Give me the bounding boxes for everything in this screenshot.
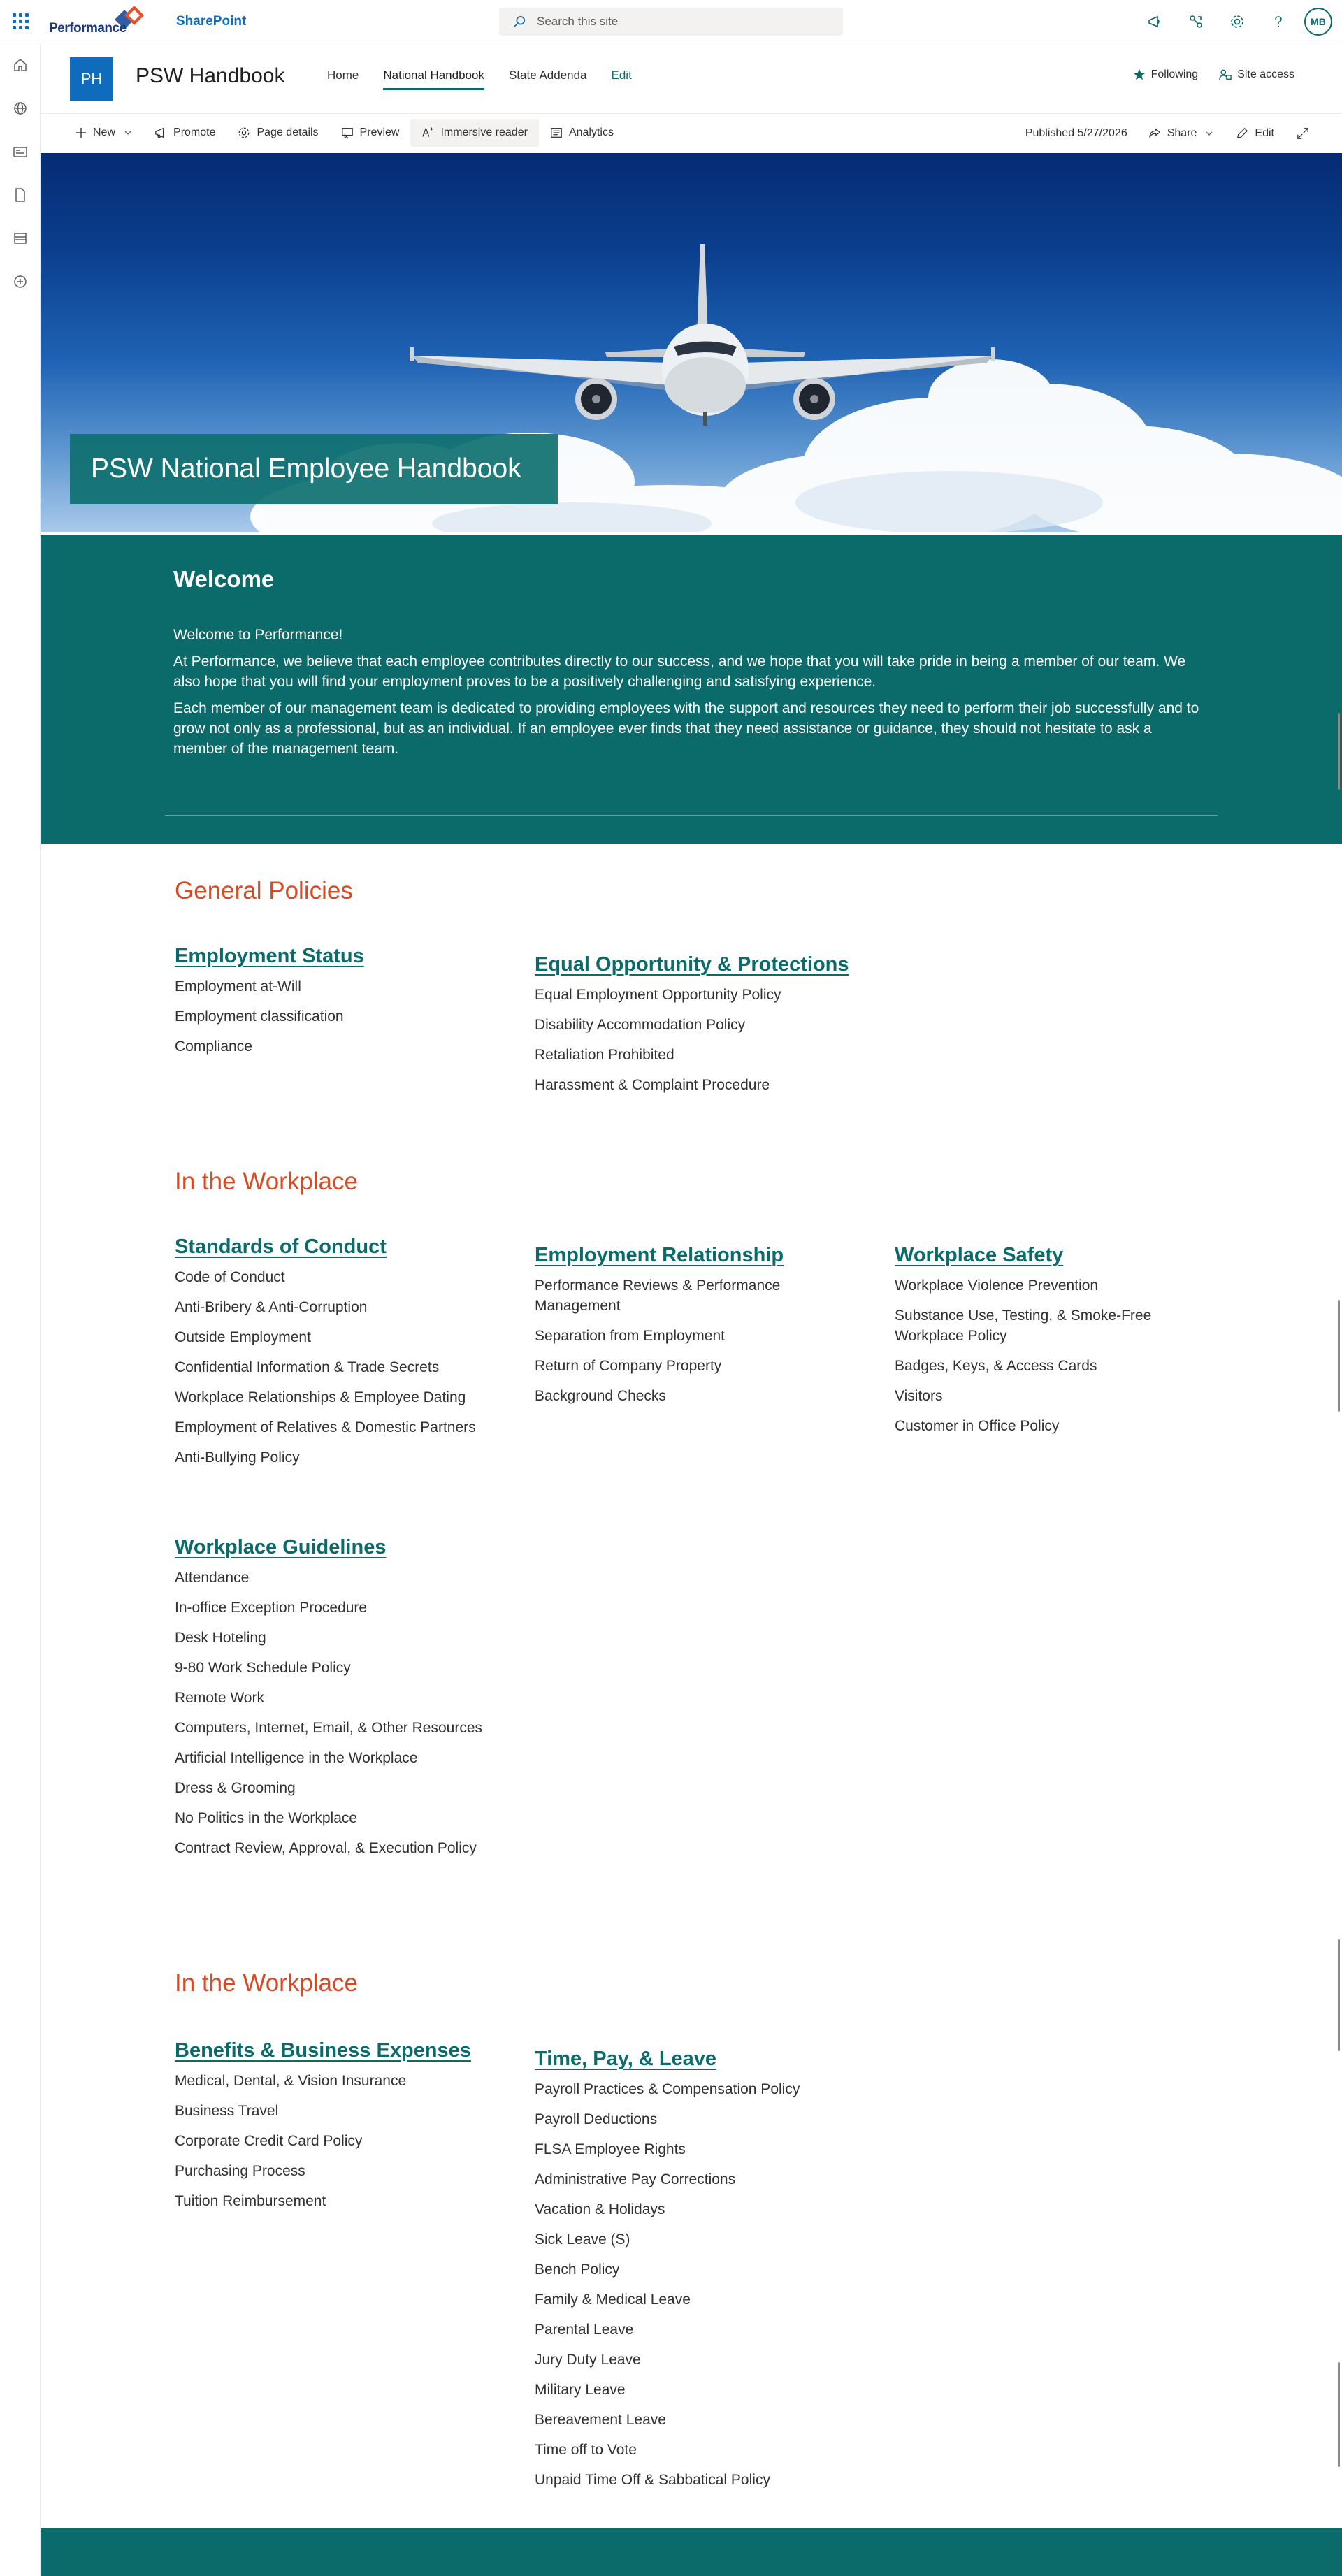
list-item[interactable]: Desk Hoteling [175, 1630, 266, 1646]
star-icon [1133, 68, 1146, 81]
welcome-paragraph: Welcome to Performance! [173, 627, 343, 643]
welcome-paragraph: Each member of our management team is dedicated to providing employees with the support and resources they need to perform their job successfully and to grow not only as a professional, but as an individual. If an employee ever finds that they need assistance or guidance, they should not hesitate to ask a member of the management team. [173, 700, 1199, 757]
section-in-the-workplace [175, 1168, 1223, 1196]
list-item[interactable]: Compliance [175, 1039, 252, 1055]
group-heading-link[interactable]: Benefits & Business Expenses [175, 2039, 471, 2062]
scrollbar-thumb[interactable] [1338, 713, 1340, 790]
gear-icon [238, 126, 250, 139]
list-item[interactable]: 9-80 Work Schedule Policy [175, 1660, 351, 1676]
policy-group-benefits [175, 2039, 496, 2221]
following-button[interactable] [1133, 68, 1199, 81]
list-item[interactable]: Outside Employment [175, 1329, 311, 1345]
welcome-section [41, 535, 1342, 844]
promote-button[interactable] [143, 119, 226, 147]
new-label: New [93, 126, 116, 138]
list-item[interactable]: No Politics in the Workplace [175, 1810, 358, 1826]
list-item[interactable]: Remote Work [175, 1690, 264, 1706]
list-item[interactable]: Badges, Keys, & Access Cards [895, 1358, 1097, 1374]
scrollbar-thumb[interactable] [1338, 1939, 1340, 2051]
list-item[interactable]: Medical, Dental, & Vision Insurance [175, 2073, 407, 2089]
brand-name: Performance [49, 21, 127, 36]
waffle-icon [13, 13, 29, 29]
new-button[interactable] [64, 119, 143, 147]
list-item[interactable]: Bereavement Leave [535, 2412, 666, 2428]
news-icon[interactable] [0, 130, 41, 173]
list-item[interactable]: Business Travel [175, 2103, 279, 2119]
list-item[interactable]: Family & Medical Leave [535, 2292, 691, 2308]
scrollbar-thumb[interactable] [1338, 1300, 1340, 1412]
globe-icon[interactable] [0, 87, 41, 130]
list-item[interactable]: Retaliation Prohibited [535, 1047, 674, 1063]
search-icon [513, 15, 526, 28]
nav-edit-link[interactable]: Edit [611, 68, 632, 82]
list-item[interactable]: Computers, Internet, Email, & Other Resources [175, 1720, 483, 1736]
list-item[interactable]: Substance Use, Testing, & Smoke-Free Workplace Policy [895, 1308, 1152, 1344]
list-item[interactable]: Unpaid Time Off & Sabbatical Policy [535, 2472, 770, 2488]
page-details-button[interactable] [226, 119, 329, 147]
suite-bar [0, 0, 1342, 43]
search-input[interactable] [537, 15, 816, 29]
hero-title: PSW National Employee Handbook [70, 434, 558, 504]
list-item[interactable]: Harassment & Complaint Procedure [535, 1077, 770, 1093]
list-item[interactable]: Employment of Relatives & Domestic Partners [175, 1419, 476, 1435]
analytics-button[interactable] [539, 119, 625, 147]
analytics-label: Analytics [568, 126, 614, 138]
expand-button[interactable] [1285, 120, 1342, 147]
site-header [41, 43, 1342, 113]
command-bar [41, 113, 1342, 152]
list-item[interactable]: Employment classification [175, 1008, 344, 1025]
list-item[interactable]: FLSA Employee Rights [535, 2141, 686, 2157]
policy-group-workplace-guidelines [175, 1536, 496, 1868]
list-item[interactable]: Sick Leave (S) [535, 2231, 630, 2248]
app-launcher-button[interactable] [0, 0, 41, 43]
footer-band [41, 2528, 1342, 2576]
list-item[interactable]: Customer in Office Policy [895, 1418, 1060, 1434]
section-title: General Policies [175, 877, 353, 904]
following-label: Following [1150, 68, 1199, 80]
scrollbar-thumb[interactable] [1338, 2362, 1340, 2467]
settings-gear-icon[interactable] [1216, 0, 1257, 43]
group-heading-link[interactable]: Standards of Conduct [175, 1236, 387, 1258]
site-actions [1112, 68, 1294, 81]
list-item[interactable]: Vacation & Holidays [535, 2201, 665, 2217]
section-title: In the Workplace [175, 1969, 358, 1997]
site-navigation [327, 68, 656, 90]
policy-group-employment-status [175, 945, 496, 1066]
welcome-paragraph: At Performance, we believe that each employee contributes directly to our success, and we hope that you will take pride in being a member of our team. We also hope that you will find your employment proves to be a positively challenging and satisfying experience. [173, 653, 1186, 690]
expand-icon [1297, 127, 1309, 140]
user-avatar[interactable]: MB [1304, 8, 1332, 36]
list-item[interactable]: In-office Exception Procedure [175, 1600, 368, 1616]
page-details-label: Page details [257, 126, 319, 138]
preview-button[interactable] [330, 119, 411, 147]
analytics-icon [550, 126, 563, 139]
search-box[interactable] [499, 8, 843, 36]
list-item[interactable]: Workplace Violence Prevention [895, 1278, 1099, 1294]
welcome-title: Welcome [173, 566, 275, 592]
list-item[interactable]: Confidential Information & Trade Secrets [175, 1359, 440, 1375]
list-item[interactable]: Purchasing Process [175, 2163, 305, 2179]
list-item[interactable]: Military Leave [535, 2382, 626, 2398]
nav-national-handbook[interactable]: National Handbook [383, 68, 484, 90]
site-access-button[interactable] [1219, 68, 1294, 81]
help-icon[interactable] [1257, 0, 1299, 43]
people-icon [1219, 68, 1232, 81]
policy-group-workplace-safety [895, 1244, 1216, 1446]
share-button[interactable] [1137, 120, 1225, 147]
list-item[interactable]: Disability Accommodation Policy [535, 1017, 746, 1033]
group-heading-link[interactable]: Employment Status [175, 945, 364, 967]
group-heading-link[interactable]: Workplace Safety [895, 1244, 1064, 1266]
share-icon [1148, 127, 1161, 140]
immersive-reader-icon [421, 126, 434, 139]
list-item[interactable]: Employment at-Will [175, 978, 301, 994]
list-item[interactable]: Return of Company Property [535, 1358, 722, 1374]
group-heading-link[interactable]: Equal Opportunity & Protections [535, 953, 849, 976]
nav-state-addenda[interactable]: State Addenda [508, 68, 587, 82]
list-item[interactable]: Parental Leave [535, 2322, 634, 2338]
list-item[interactable]: Administrative Pay Corrections [535, 2171, 736, 2187]
list-item[interactable]: Code of Conduct [175, 1269, 285, 1285]
group-heading-link[interactable]: Workplace Guidelines [175, 1536, 387, 1558]
list-icon[interactable] [0, 217, 41, 260]
site-title[interactable]: PSW Handbook [136, 64, 285, 87]
immersive-reader-label: Immersive reader [440, 126, 528, 138]
published-status: Published 5/27/2026 [1025, 127, 1127, 139]
app-name-link[interactable]: SharePoint [176, 14, 247, 29]
document-icon[interactable] [0, 173, 41, 217]
chevron-down-icon [124, 129, 132, 137]
list-item[interactable]: Background Checks [535, 1388, 666, 1404]
command-bar-right [1016, 114, 1342, 153]
list-item[interactable]: Performance Reviews & Performance Management [535, 1278, 781, 1314]
list-item[interactable]: Payroll Deductions [535, 2111, 658, 2127]
nav-home[interactable]: Home [327, 68, 359, 82]
list-item[interactable]: Anti-Bullying Policy [175, 1449, 300, 1466]
list-item[interactable]: Time off to Vote [535, 2442, 637, 2458]
list-item[interactable]: Jury Duty Leave [535, 2352, 641, 2368]
chevron-down-icon [1205, 129, 1213, 138]
brand-logo[interactable] [49, 6, 147, 38]
connections-icon[interactable] [1175, 0, 1216, 43]
app-bar [0, 43, 41, 2576]
edit-label: Edit [1255, 127, 1274, 139]
megaphone-icon [154, 126, 167, 139]
hero-banner [41, 153, 1342, 532]
suite-icons [1134, 0, 1342, 43]
list-item[interactable]: Equal Employment Opportunity Policy [535, 987, 781, 1003]
promote-label: Promote [173, 126, 216, 138]
list-item[interactable]: Payroll Practices & Compensation Policy [535, 2081, 800, 2097]
divider [165, 815, 1218, 816]
share-label: Share [1167, 127, 1197, 139]
group-heading-link[interactable]: Time, Pay, & Leave [535, 2048, 717, 2070]
site-logo[interactable]: PH [70, 57, 113, 101]
preview-label: Preview [359, 126, 400, 138]
list-item[interactable]: Visitors [895, 1388, 943, 1404]
group-heading-link[interactable]: Employment Relationship [535, 1244, 784, 1266]
section-in-the-workplace-2 [175, 1969, 1223, 1997]
pencil-icon [1236, 127, 1248, 140]
policy-group-employment-relationship [535, 1244, 856, 1416]
list-item[interactable]: Separation from Employment [535, 1328, 725, 1344]
list-item[interactable]: Anti-Bribery & Anti-Corruption [175, 1299, 368, 1315]
edit-button[interactable] [1225, 120, 1285, 147]
site-access-label: Site access [1237, 68, 1294, 80]
announcements-icon[interactable] [1134, 0, 1175, 43]
plus-icon [75, 127, 87, 138]
list-item[interactable]: Corporate Credit Card Policy [175, 2133, 363, 2149]
policy-group-standards-of-conduct [175, 1236, 496, 1477]
preview-icon [341, 126, 354, 139]
create-icon[interactable] [0, 260, 41, 303]
policy-group-time-pay-leave [535, 2048, 856, 2500]
list-item[interactable]: Attendance [175, 1570, 250, 1586]
list-item[interactable]: Workplace Relationships & Employee Dating [175, 1389, 466, 1405]
list-item[interactable]: Tuition Reimbursement [175, 2193, 326, 2209]
list-item[interactable]: Artificial Intelligence in the Workplace [175, 1750, 418, 1766]
home-icon[interactable] [0, 43, 41, 87]
list-item[interactable]: Dress & Grooming [175, 1780, 296, 1796]
policy-group-equal-opportunity [535, 953, 856, 1105]
immersive-reader-button[interactable] [410, 119, 538, 147]
list-item[interactable]: Contract Review, Approval, & Execution Policy [175, 1840, 477, 1856]
section-general-policies [175, 877, 1223, 905]
list-item[interactable]: Bench Policy [535, 2262, 620, 2278]
section-title: In the Workplace [175, 1168, 358, 1195]
